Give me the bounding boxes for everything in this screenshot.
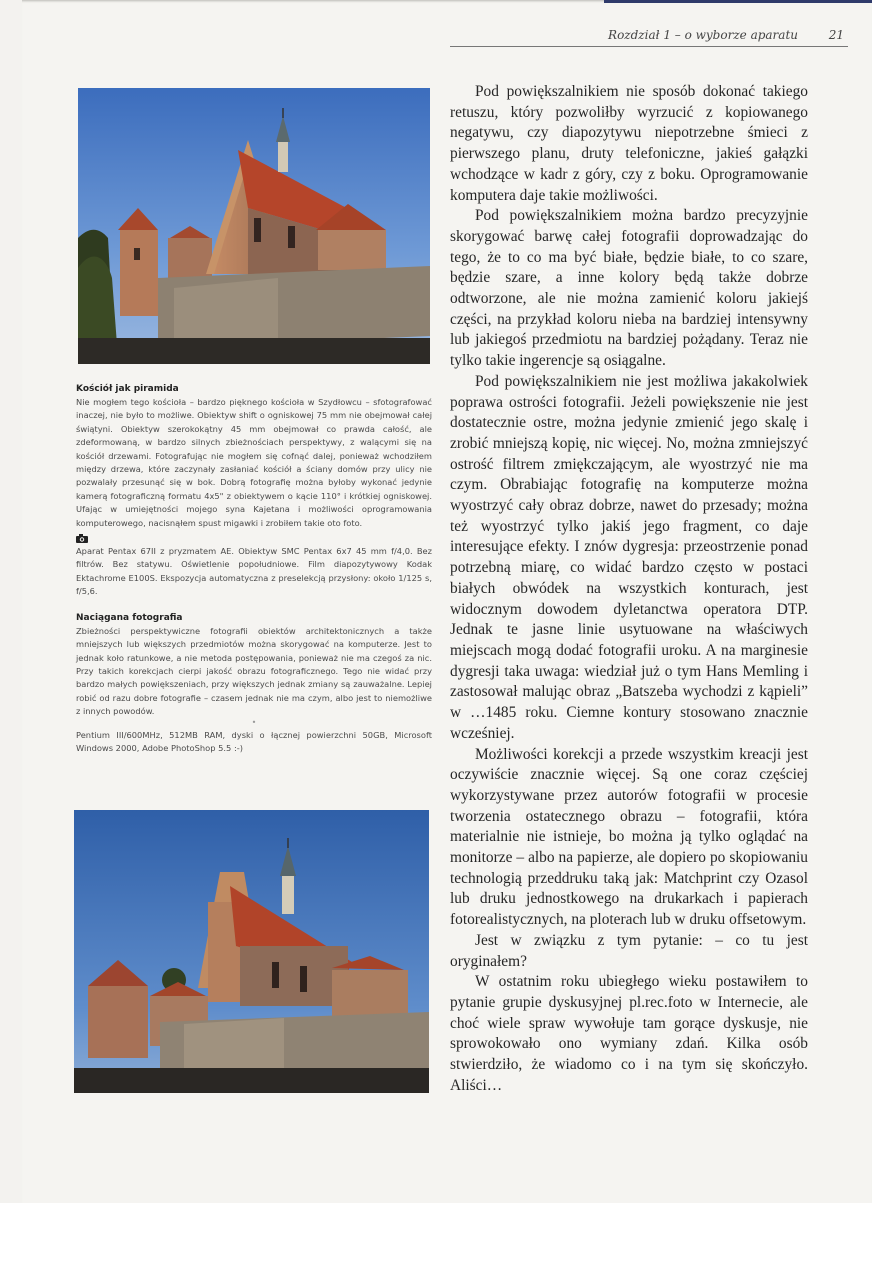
church-photo-corrected	[74, 810, 429, 1093]
sidebar-captions	[76, 382, 432, 755]
camera-icon	[76, 534, 88, 543]
scan-margin	[0, 0, 22, 1203]
body-paragraph-6: W ostatnim roku ubiegłego wieku postawiłem to pytanie grupie dyskusyjnej pl.rec.foto w Internecie, ale choć wiele spraw wywołuje tam gorące dyskusje, nie sprowokowało ono wymiany zdań. Kilka osób stwierdziło, że wiadomo co i na tym się skończyło. Aliści…	[450, 973, 808, 1094]
body-paragraph-5: Jest w związku z tym pytanie: – co tu jest oryginałem?	[450, 931, 808, 970]
caption-text: Nie mogłem tego kościoła – bardzo pięknego kościoła w Szydłowcu – sfotografować inaczej, nie było to możliwe. Obiektyw shift o ogniskowej 75 mm nie obejmował całej świątyni. Obiektyw szerokokątny 45 mm obejmował co prawda całość, ale zdeformowaną, w bardzo silnych zbieżnościach perspektywy, z walącymi się na kościół drzewami. Fotografując nie mogłem się cofnąć dalej, ponieważ wchodziłem między drzewa, które zaczynały zasłaniać kościół a ściany domów przy ulicy nie pozwalały przesunąć się w bok. Dobrą fotografię można byłoby wykonać jedynie kamerą fotograficzną formatu 4x5" z obiektywem o kącie 110° i krótkiej ogniskowej. Ufając w umiejętności mojego syna Kajetana i możliwości oprogramowania komputerowego, nacisnąłem spust migawki i zrobiłem takie oto foto.	[76, 397, 432, 528]
church-photo-original-image	[78, 88, 430, 364]
page-edge-tab	[604, 0, 872, 3]
computer-tech-info: Pentium III/600MHz, 512MB RAM, dyski o łącznej powierzchni 50GB, Microsoft Windows 2000, Adobe PhotoShop 5.5 :-)	[76, 729, 432, 753]
body-paragraph-3: Pod powiększalnikiem nie jest możliwa jakakolwiek poprawa ostrości fotografii. Jeżeli powiększenie nie jest dostatecznie ostre, można jedynie zmienić jego skalę i zrobić mniejszą kopię, nic więcej. No, można zmniejszyć ostrość filtrem zmiękczającym, ale wyostrzyć nie ma czym. Obrabiając fotografię na komputerze można wyostrzyć cały obraz dobrze, nawet do przesady; można też wyostrzyć tylko jakiś jego fragment, co daje interesujące efekty. I znów dygresja: przeostrzenie ponad potrzebną miarę, co widać bardzo często w postaci białych obwódek na wszystkich konturach, jest widocznym dowodem dyletanctwa operatora DTP. Jednak te jasne linie usytuowane na właściwych miejscach mogą dodać fotografii uroku. A na marginesie dygresji taka uwaga: wiedział już o tym Hans Memling i zastosował malując obraz „Batszeba wychodzi z kąpieli” w …1485 roku. Ciemne kontury stosowano znacznie wcześniej.	[450, 372, 808, 742]
caption-title: Kościół jak piramida	[76, 384, 179, 394]
caption-title-2: Naciągana fotografia	[76, 612, 183, 623]
body-paragraph-1: Pod powiększalnikiem nie sposób dokonać takiego retuszu, który pozwoliłby wyrzucić z kopiowanego negatywu, czy diapozytywu niepotrzebne śmieci z pierwszego planu, druty telefoniczne, jakieś gałązki wchodzące w kadr z góry, czy z boku. Oprogramowanie komputera daje takie możliwości.	[450, 83, 808, 204]
page-number: 21	[828, 28, 844, 42]
separator-dot: •	[251, 717, 257, 727]
main-body-text	[450, 82, 808, 1096]
body-paragraph-4: Możliwości korekcji a przede wszystkim kreacji jest oczywiście znacznie więcej. Są one coraz częściej wykorzystywane przez autorów fotografii w procesie tworzenia ostatecznego obrazu – fotografii, która materialnie nie istnieje, bo można ją tylko oglądać na monitorze – albo na papierze, ale dopiero po skopiowaniu technologią przeddruku taką jak: Matchprint czy Ozasol lub druku jednostkowego na drukarkach i papierach fotorealistycznych, na ploterach lub w druku offsetowym.	[450, 745, 808, 929]
camera-tech-info: Aparat Pentax 67II z pryzmatem AE. Obiektyw SMC Pentax 6x7 45 mm f/4,0. Bez filtrów. Bez statywu. Oświetlenie popołudniowe. Film diapozytywowy Kodak Ektachrome E100S. Ekspozycja automatyczna z preselekcją przysłony: około 1/125 s, f/5,6.	[76, 546, 432, 597]
church-photo-corrected-image	[74, 810, 429, 1093]
chapter-title: Rozdział 1 – o wyborze aparatu	[608, 28, 798, 42]
running-header	[450, 28, 848, 47]
body-paragraph-2: Pod powiększalnikiem można bardzo precyzyjnie skorygować barwę całej fotografii doprowadzając do tego, że to co ma być białe, będzie białe, to co szare, będzie szare, a inne kolory będą także dobrze odtworzone, ale nie można zamienić koloru jakiejś części, na przykład koloru nieba na bardziej intensywny lub jakiegoś przedmiotu na bardziej pożądany. Teraz nie tylko takie ingerencje są osiągalne.	[450, 207, 808, 370]
church-photo-original	[78, 88, 430, 364]
book-page	[22, 0, 872, 1203]
caption-text-2: Zbieżności perspektywiczne fotografii obiektów architektonicznych a także mniejszych lub większych przedmiotów można skorygować na komputerze. Jest to jednak koło ratunkowe, a nie metoda postępowania, ponieważ nie ma czegoś za nic. Przy takich korekcjach cierpi jakość obrazu fotograficznego. Tego nie widać przy bardzo małych powiększeniach, przy większych jednak zmiany są zauważalne. Lepiej robić od razu dobre fotografie – czasem jednak nie ma czym, albo jest to niemożliwe z innych powodów.	[76, 625, 432, 717]
